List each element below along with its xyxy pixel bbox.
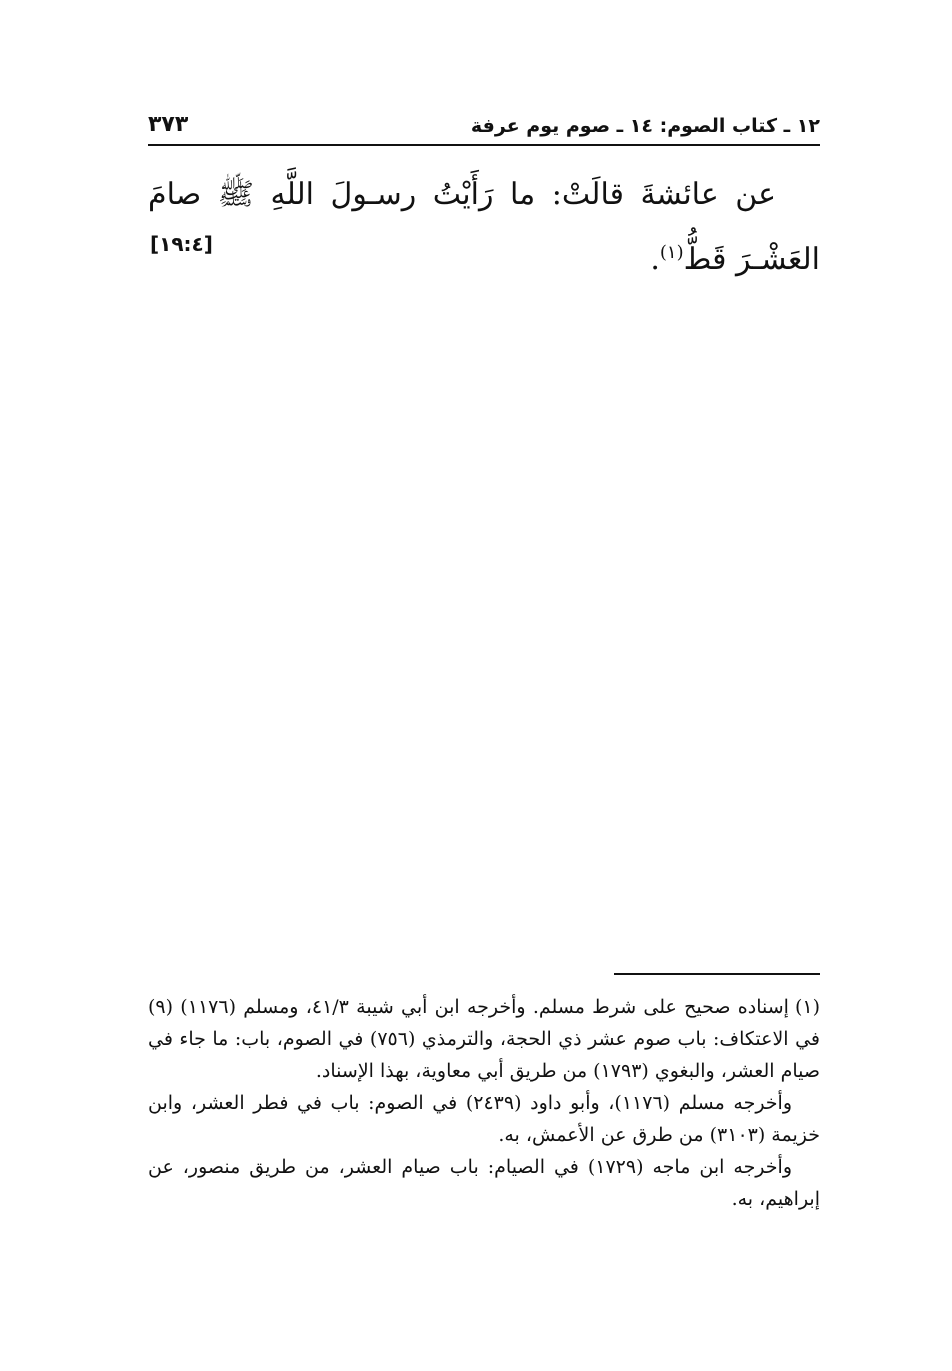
footnote-paragraph: وأخرجه ابن ماجه (١٧٢٩) في الصيام: باب صيام العشر، من طريق منصور، عن إبراهيم، به. [148, 1156, 820, 1210]
hadith-paragraph [148, 166, 820, 289]
footnote-1 [148, 991, 820, 1087]
footnotes-block [148, 991, 820, 1215]
footnote-paragraph: وأخرجه مسلم (١١٧٦)، وأبو داود (٢٤٣٩) في الصوم: باب في فطر العشر، وابن خزيمة (٣١٠٣) من طرق عن الأعمش، به. [148, 1092, 820, 1146]
hadith-text-block [148, 166, 820, 289]
footnote-rule [614, 973, 820, 975]
page-number: ٣٧٣ [148, 112, 189, 137]
footnote-marker: (١) [794, 996, 820, 1018]
end-mark: . [650, 242, 660, 277]
hadith-text: عن عائشةَ قالَتْ: ما رَأَيْتُ رسـولَ اللَّهِ ﷺ صامَ العَشْـرَ قَطُّ [148, 177, 820, 277]
hadith-reference: [١٩:٤] [150, 232, 213, 256]
header-rule [148, 144, 820, 146]
running-head: ١٢ ـ كتاب الصوم: ١٤ ـ صوم يوم عرفة [470, 115, 820, 137]
footnote-ref: (١) [659, 242, 684, 263]
footnote-text: إسناده صحيح على شرط مسلم. وأخرجه ابن أبي شيبة ٤١/٣، ومسلم (١١٧٦) (٩) في الاعتكاف: باب صوم عشر ذي الحجة، والترمذي (٧٥٦) في الصوم، باب: ما جاء في صيام العشر، والبغوي (١٧٩٣) من طريق أبي معاوية، بهذا الإسناد. [148, 996, 821, 1082]
page-header [148, 112, 820, 146]
